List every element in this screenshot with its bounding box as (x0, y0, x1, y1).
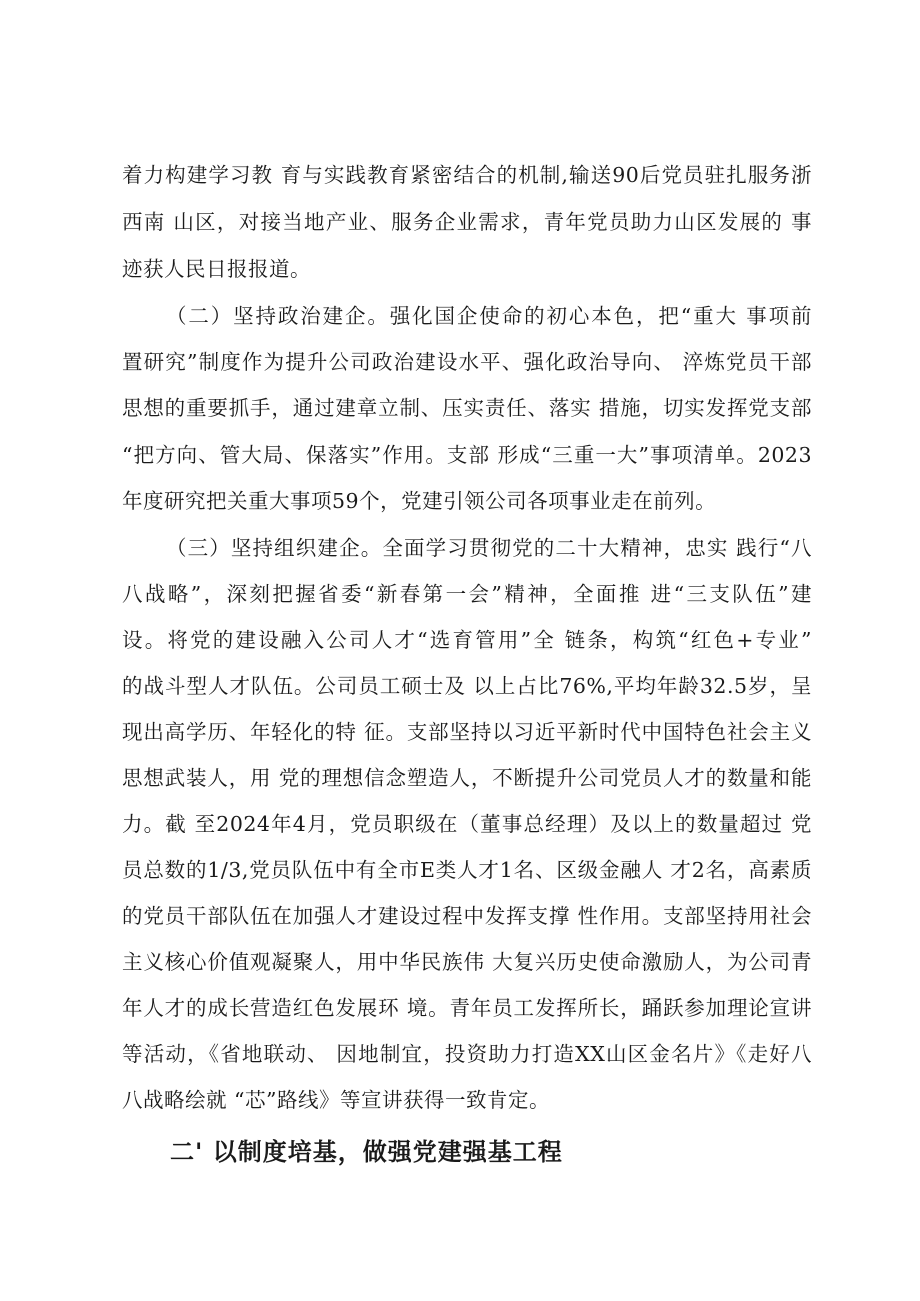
paragraph-line: 西南 山区，对接当地产业、服务企业需求，青年党员助力山区发展的 事 (122, 210, 812, 234)
paragraph-line: 着力构建学习教 育与实践教育紧密结合的机制,输送90后党员驻扎服务浙 (122, 163, 812, 187)
paragraph-line: 思想的重要抓手，通过建章立制、压实责任、落实 措施，切实发挥党支部 (122, 396, 812, 420)
paragraph-line: 员总数的1/3,党员队伍中有全市E类人才1名、区级金融人 才2名，高素质 (122, 858, 812, 882)
paragraph-line: 主义核心价值观凝聚人，用中华民族伟 大复兴历史使命激励人，为公司青 (122, 950, 812, 974)
paragraph-line: 迹获人民日报报道。 (122, 257, 311, 281)
paragraph-line: 现出高学历、年轻化的特 征。支部坚持以习近平新时代中国特色社会主义 (122, 720, 812, 744)
paragraph-line: 置研究”制度作为提升公司政治建设水平、强化政治导向、 淬炼党员干部 (122, 350, 812, 374)
paragraph-line: 思想武装人，用 党的理想信念塑造人，不断提升公司党员人才的数量和能 (122, 766, 812, 790)
paragraph-line: 八战略”，深刻把握省委“新春第一会”精神，全面推 进“三支队伍”建 (122, 582, 812, 606)
paragraph-line: 设。将党的建设融入公司人才“选育管用”全 链条，构筑“红色+专业” (122, 628, 812, 652)
paragraph-line: 的党员干部队伍在加强人才建设过程中发挥支撑 性作用。支部坚持用社会 (122, 904, 812, 928)
paragraph-line: 力。截 至2024年4月，党员职级在（董事总经理）及以上的数量超过 党 (122, 812, 812, 836)
paragraph-line: （二）坚持政治建企。强化国企使命的初心本色，把“重大 事项前 (166, 304, 812, 328)
section-heading: 二' 以制度培基，做强党建强基工程 (170, 1138, 563, 1166)
paragraph-line: 的战斗型人才队伍。公司员工硕士及 以上占比76%,平均年龄32.5岁，呈 (122, 674, 812, 698)
paragraph-line: 年度研究把关重大事项59个，党建引领公司各项事业走在前列。 (122, 489, 717, 513)
paragraph-line: “把方向、管大局、保落实”作用。支部 形成“三重一大”事项清单。2023 (122, 443, 812, 467)
paragraph-line: （三）坚持组织建企。全面学习贯彻党的二十大精神，忠实 践行“八 (166, 536, 812, 560)
paragraph-line: 年人才的成长营造红色发展环 境。青年员工发挥所长，踊跃参加理论宣讲 (122, 996, 812, 1020)
paragraph-line: 等活动，《省地联动、 因地制宜，投资助力打造XX山区金名片》《走好八 (122, 1042, 812, 1066)
paragraph-line: 八战略绘就 “芯”路线》等宣讲获得一致肯定。 (122, 1088, 550, 1112)
